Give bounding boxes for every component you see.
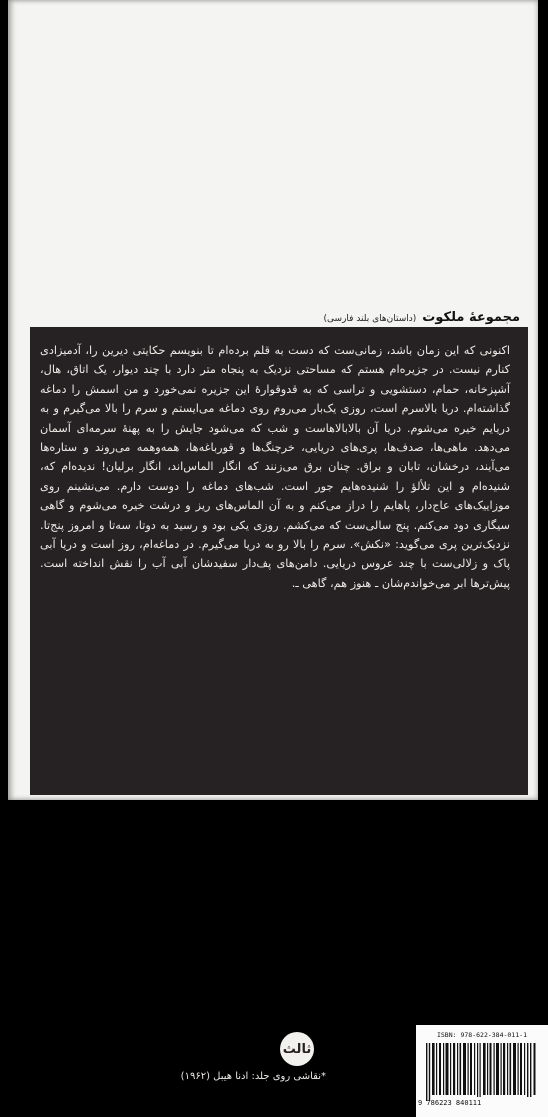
barcode-icon bbox=[426, 1043, 538, 1097]
barcode-number: 9 786223 840111 bbox=[418, 1099, 482, 1107]
series-heading bbox=[324, 310, 520, 325]
series-subtitle: (داستان‌های بلند فارسی) bbox=[323, 314, 417, 324]
series-title: مجموعۀ ملکوت bbox=[422, 310, 520, 325]
publisher-logo: ثالث bbox=[280, 1032, 314, 1066]
blurb-panel bbox=[30, 327, 528, 1107]
barcode-panel bbox=[416, 1025, 548, 1117]
book-back-cover bbox=[8, 0, 538, 1107]
isbn-label: ISBN: 978-622-384-011-1 bbox=[436, 1031, 527, 1039]
cover-art-credit: *نقاشی روی جلد: ادنا هیبل (۱۹۶۲) bbox=[180, 1071, 326, 1082]
blurb-text: اکنونی که این زمان باشد، زمانی‌ست که دست به قلم برده‌ام تا بنویسم حکایتی دیرین را، آدمیزادی کنارم نیست. در جزیره‌ام هستم که مساحتی نزدیک به پنجاه متر دارد با چند دیوار، یک اتاق، هال، آشپزخانه، حمام، دستشویی و تراسی که به قدوقوارۀ این جزیره نمی‌خورد و من اسمش را دماغه گذاشته‌ام. دریا بالاسرم است، روزی یک‌بار می‌روم روی دماغه می‌ایستم و سرم را بالا می‌گیرم و به دریایم خیره می‌شوم. دریا آن بالابالاهاست و شب که می‌شود جایش را به پهنۀ سرمه‌ای آسمان می‌دهد. ماهی‌ها، صدف‌ها، پری‌های دریایی، خرچنگ‌ها و قورباغه‌ها، همه‌وهمه می‌روند و ستاره‌ها می‌آیند، درخشان، تابان و براق. چنان برق می‌زنند که انگار الماس‌اند، انگار برلیان! ندیده‌ام که، شنیده‌ام و این تلألؤ را شنیده‌هایم جور است. شب‌های دماغه را دوست دارم. می‌نشینم روی موزاییک‌های عاج‌دار، پاهایم را دراز می‌کنم و به آن الماس‌های ریز و درشت خیره می‌شوم و گاهی سیگاری دود می‌کنم. پنج سالی‌ست که می‌کشم. روزی یکی بود و رسید به دوتا، سه‌تا و امروز پنج‌تا. نزدیک‌ترین پری می‌گوید: «نکش». سرم را بالا رو به دریا می‌گیرم. در دماغه‌ام، روز است و دریا آبی پاک و زلالی‌ست با چند عروس دریایی. دامن‌های پف‌دار سفیدشان آبی آب را نقش انداخته است. پیش‌ترها ابر می‌خواندم‌شان ـ هنوز هم، گاهی ـ. bbox=[40, 344, 510, 590]
